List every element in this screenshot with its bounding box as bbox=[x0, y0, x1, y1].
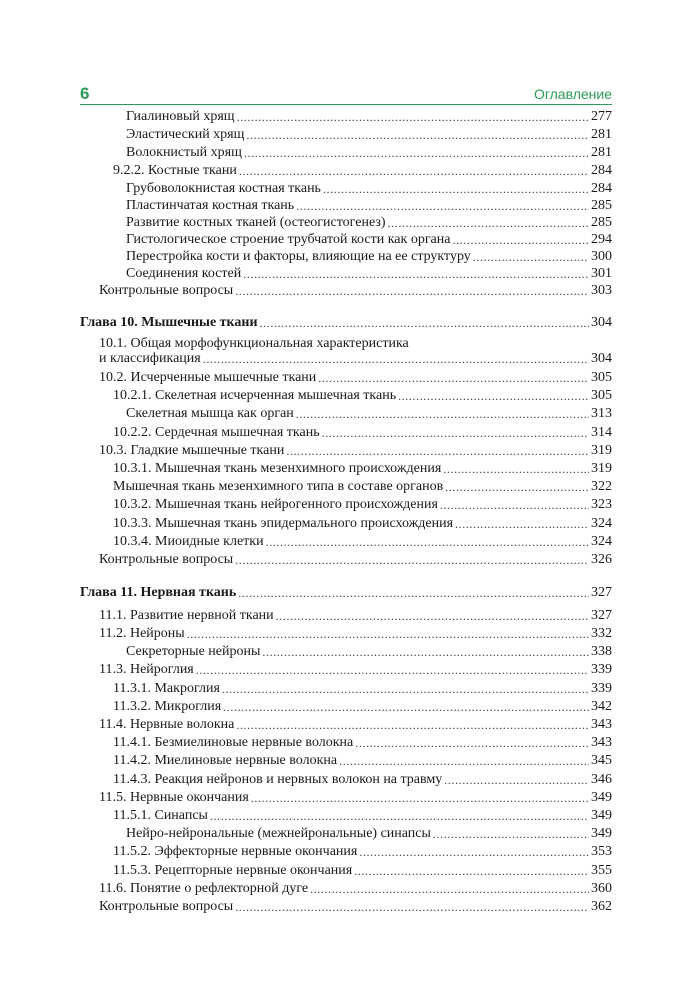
toc-entry-title: 10.2.2. Сердечная мышечная ткань bbox=[113, 425, 320, 440]
toc-entry[interactable] bbox=[0, 862, 687, 880]
toc-entry[interactable] bbox=[0, 752, 687, 770]
toc-entry-title: 11.6. Понятие о рефлекторной дуге bbox=[99, 881, 309, 896]
toc-leader bbox=[238, 586, 589, 601]
toc-entry-title: Нейро-нейрональные (межнейрональные) синапсы bbox=[126, 826, 431, 841]
toc-entry-page: 346 bbox=[591, 772, 612, 787]
toc-entry-page: 360 bbox=[591, 881, 612, 896]
toc-leader bbox=[210, 809, 589, 824]
toc-entry-title: Гиалиновый хрящ bbox=[126, 109, 235, 124]
toc-leader bbox=[260, 316, 589, 331]
toc-entry-page: 304 bbox=[591, 315, 612, 330]
toc-leader bbox=[203, 352, 589, 367]
toc-entry[interactable] bbox=[0, 214, 687, 232]
toc-entry[interactable] bbox=[0, 197, 687, 215]
toc-entry-page: 326 bbox=[591, 552, 612, 567]
toc-entry[interactable] bbox=[0, 405, 687, 423]
toc-entry[interactable] bbox=[0, 478, 687, 496]
toc-entry[interactable] bbox=[0, 625, 687, 643]
toc-entry[interactable] bbox=[0, 661, 687, 679]
toc-leader bbox=[187, 627, 589, 642]
toc-entry-title: Развитие костных тканей (остеогистогенез) bbox=[126, 215, 386, 230]
toc-entry-title: Секреторные нейроны bbox=[126, 644, 261, 659]
toc-leader bbox=[310, 882, 589, 897]
toc-leader bbox=[444, 773, 589, 788]
toc-entry-page: 313 bbox=[591, 406, 612, 421]
toc-entry-title: 11.2. Нейроны bbox=[99, 626, 185, 641]
toc-entry-page: 277 bbox=[591, 109, 612, 124]
toc-entry-title: Гистологическое строение трубчатой кости как органа bbox=[126, 232, 451, 247]
toc-leader bbox=[359, 845, 589, 860]
toc-entry-page: 314 bbox=[591, 425, 612, 440]
toc-entry-page: 294 bbox=[591, 232, 612, 247]
toc-entry-page: 322 bbox=[591, 479, 612, 494]
toc-entry-page: 305 bbox=[591, 388, 612, 403]
toc-leader bbox=[237, 110, 589, 125]
toc-leader bbox=[473, 250, 589, 265]
toc-entry-title: 11.4.2. Миелиновые нервные волокна bbox=[113, 753, 338, 768]
toc-leader bbox=[318, 371, 589, 386]
running-title: Оглавление bbox=[533, 86, 612, 102]
toc-entry-page: 303 bbox=[591, 283, 612, 298]
toc-entry-title: 10.3.2. Мышечная ткань нейрогенного происхождения bbox=[113, 497, 438, 512]
toc-entry[interactable] bbox=[0, 789, 687, 807]
toc-entry[interactable] bbox=[0, 643, 687, 661]
toc-leader bbox=[243, 267, 589, 282]
toc-entry-title: 11.5.1. Синапсы bbox=[113, 808, 208, 823]
toc-entry-title: Эластический хрящ bbox=[126, 127, 245, 142]
toc-leader bbox=[262, 645, 589, 660]
toc-leader bbox=[223, 700, 589, 715]
toc-entry-title: 11.3.2. Микроглия bbox=[113, 699, 222, 714]
toc-entry-page: 285 bbox=[591, 198, 612, 213]
toc-entry[interactable] bbox=[0, 108, 687, 126]
toc-entry-title: 11.4.3. Реакция нейронов и нервных волокон на травму bbox=[113, 772, 443, 787]
toc-entry[interactable] bbox=[0, 424, 687, 442]
toc-entry-page: 362 bbox=[591, 899, 612, 914]
toc-entry[interactable] bbox=[0, 180, 687, 198]
toc-leader bbox=[235, 900, 589, 915]
toc-entry-title: 10.3. Гладкие мышечные ткани bbox=[99, 443, 285, 458]
toc-entry[interactable] bbox=[0, 607, 687, 625]
toc-entry-page: 332 bbox=[591, 626, 612, 641]
toc-entry-title: 11.3.1. Макроглия bbox=[113, 681, 220, 696]
toc-entry[interactable] bbox=[0, 716, 687, 734]
toc-entry-page: 319 bbox=[591, 461, 612, 476]
toc-entry[interactable] bbox=[0, 825, 687, 843]
toc-entry[interactable] bbox=[0, 350, 687, 368]
toc-entry-page: 281 bbox=[591, 127, 612, 142]
toc-leader bbox=[196, 663, 589, 678]
toc-entry-title: Контрольные вопросы bbox=[99, 283, 234, 298]
toc-leader bbox=[276, 609, 589, 624]
toc-entry[interactable] bbox=[0, 880, 687, 898]
toc-entry[interactable] bbox=[0, 282, 687, 300]
toc-chapter-title: Глава 11. Нервная ткань bbox=[80, 585, 237, 600]
toc-leader bbox=[235, 553, 589, 568]
toc-leader bbox=[251, 791, 589, 806]
toc-leader bbox=[323, 182, 589, 197]
toc-entry[interactable] bbox=[0, 515, 687, 533]
toc-entry[interactable] bbox=[0, 807, 687, 825]
toc-leader bbox=[296, 407, 589, 422]
toc-leader bbox=[354, 864, 589, 879]
toc-entry[interactable] bbox=[0, 248, 687, 266]
toc-entry-page: 339 bbox=[591, 681, 612, 696]
toc-entry-page: 353 bbox=[591, 844, 612, 859]
toc-entry[interactable] bbox=[0, 680, 687, 698]
toc-leader bbox=[339, 754, 589, 769]
toc-leader bbox=[440, 498, 589, 513]
toc-chapter[interactable] bbox=[0, 584, 687, 602]
toc-entry-page: 301 bbox=[591, 266, 612, 281]
toc-leader bbox=[355, 736, 589, 751]
toc-entry-title: 10.3.4. Миоидные клетки bbox=[113, 534, 264, 549]
toc-entry[interactable] bbox=[0, 144, 687, 162]
toc-entry[interactable] bbox=[0, 231, 687, 249]
toc-entry-page: 284 bbox=[591, 163, 612, 178]
toc-entry-title: 11.4.1. Безмиелиновые нервные волокна bbox=[113, 735, 354, 750]
toc-entry[interactable] bbox=[0, 551, 687, 569]
toc-leader bbox=[239, 164, 589, 179]
toc-entry-title: 11.1. Развитие нервной ткани bbox=[99, 608, 274, 623]
toc-leader bbox=[388, 216, 589, 231]
toc-entry[interactable] bbox=[0, 771, 687, 789]
toc-entry-title: и классификация bbox=[99, 351, 201, 366]
toc-entry[interactable] bbox=[0, 162, 687, 180]
toc-entry-title: 10.3.1. Мышечная ткань мезенхимного происхождения bbox=[113, 461, 442, 476]
toc-entry-title: 11.5.3. Рецепторные нервные окончания bbox=[113, 863, 353, 878]
toc-leader bbox=[266, 535, 589, 550]
toc-entry-page: 305 bbox=[591, 370, 612, 385]
toc-leader bbox=[236, 718, 589, 733]
toc-entry-title: 11.5. Нервные окончания bbox=[99, 790, 249, 805]
toc-entry-title: Волокнистый хрящ bbox=[126, 145, 242, 160]
toc-leader bbox=[286, 444, 589, 459]
toc-leader bbox=[398, 389, 589, 404]
toc-entry-page: 327 bbox=[591, 608, 612, 623]
toc-entry[interactable] bbox=[0, 496, 687, 514]
toc-entry-title: Мышечная ткань мезенхимного типа в составе органов bbox=[113, 479, 444, 494]
toc-leader bbox=[455, 517, 589, 532]
toc-entry-page: 319 bbox=[591, 443, 612, 458]
toc-chapter-title: Глава 10. Мышечные ткани bbox=[80, 315, 258, 330]
toc-entry[interactable] bbox=[0, 387, 687, 405]
toc-leader bbox=[296, 199, 589, 214]
toc-entry-title: 10.2.1. Скелетная исчерченная мышечная ткань bbox=[113, 388, 397, 403]
toc-entry-title-line1[interactable]: 10.1. Общая морфофункциональная характеристика bbox=[99, 336, 409, 351]
toc-entry-title: Перестройка кости и факторы, влияющие на ее структуру bbox=[126, 249, 471, 264]
toc-chapter[interactable] bbox=[0, 314, 687, 332]
toc-entry-title: Грубоволокнистая костная ткань bbox=[126, 181, 321, 196]
toc-entry-page: 285 bbox=[591, 215, 612, 230]
toc-entry-page: 349 bbox=[591, 826, 612, 841]
toc-leader bbox=[222, 682, 589, 697]
toc-entry-title: 11.3. Нейроглия bbox=[99, 662, 194, 677]
toc-entry-page: 324 bbox=[591, 516, 612, 531]
toc-leader bbox=[445, 480, 589, 495]
toc-entry-page: 281 bbox=[591, 145, 612, 160]
toc-entry-title: 11.4. Нервные волокна bbox=[99, 717, 235, 732]
toc-entry-title: Пластинчатая костная ткань bbox=[126, 198, 295, 213]
toc-entry[interactable] bbox=[0, 460, 687, 478]
toc-entry-page: 338 bbox=[591, 644, 612, 659]
toc-entry-page: 327 bbox=[591, 585, 612, 600]
toc-leader bbox=[452, 233, 589, 248]
toc-entry-title: Соединения костей bbox=[126, 266, 242, 281]
toc-entry[interactable] bbox=[0, 898, 687, 916]
toc-entry[interactable] bbox=[0, 265, 687, 283]
toc-entry[interactable] bbox=[0, 698, 687, 716]
toc-entry-page: 355 bbox=[591, 863, 612, 878]
toc-entry-page: 343 bbox=[591, 717, 612, 732]
toc-entry-page: 304 bbox=[591, 351, 612, 366]
toc-entry-title: 9.2.2. Костные ткани bbox=[113, 163, 237, 178]
page-number: 6 bbox=[80, 84, 90, 103]
toc-entry[interactable] bbox=[0, 734, 687, 752]
toc-entry[interactable] bbox=[0, 369, 687, 387]
toc-entry-page: 349 bbox=[591, 790, 612, 805]
toc-entry-page: 343 bbox=[591, 735, 612, 750]
toc-entry-page: 324 bbox=[591, 534, 612, 549]
toc-entry-title: 10.3.3. Мышечная ткань эпидермального происхождения bbox=[113, 516, 454, 531]
toc-entry[interactable] bbox=[0, 126, 687, 144]
toc-entry-title: Скелетная мышца как орган bbox=[126, 406, 294, 421]
toc-entry-page: 339 bbox=[591, 662, 612, 677]
toc-entry[interactable] bbox=[0, 843, 687, 861]
toc-entry-title: 10.2. Исчерченные мышечные ткани bbox=[99, 370, 317, 385]
toc-leader bbox=[433, 827, 589, 842]
toc-entry-page: 345 bbox=[591, 753, 612, 768]
toc-leader bbox=[443, 462, 589, 477]
toc-entry-page: 300 bbox=[591, 249, 612, 264]
toc-leader bbox=[322, 426, 589, 441]
toc-entry-page: 342 bbox=[591, 699, 612, 714]
toc-entry-title: 11.5.2. Эффекторные нервные окончания bbox=[113, 844, 358, 859]
toc-leader bbox=[244, 146, 589, 161]
toc-entry-page: 284 bbox=[591, 181, 612, 196]
toc-entry-page: 349 bbox=[591, 808, 612, 823]
toc-leader bbox=[246, 128, 589, 143]
toc-entry-title: Контрольные вопросы bbox=[99, 899, 234, 914]
toc-entry-page: 323 bbox=[591, 497, 612, 512]
toc-entry-title: Контрольные вопросы bbox=[99, 552, 234, 567]
toc-entry[interactable] bbox=[0, 442, 687, 460]
toc-leader bbox=[235, 284, 589, 299]
toc-entry[interactable] bbox=[0, 533, 687, 551]
